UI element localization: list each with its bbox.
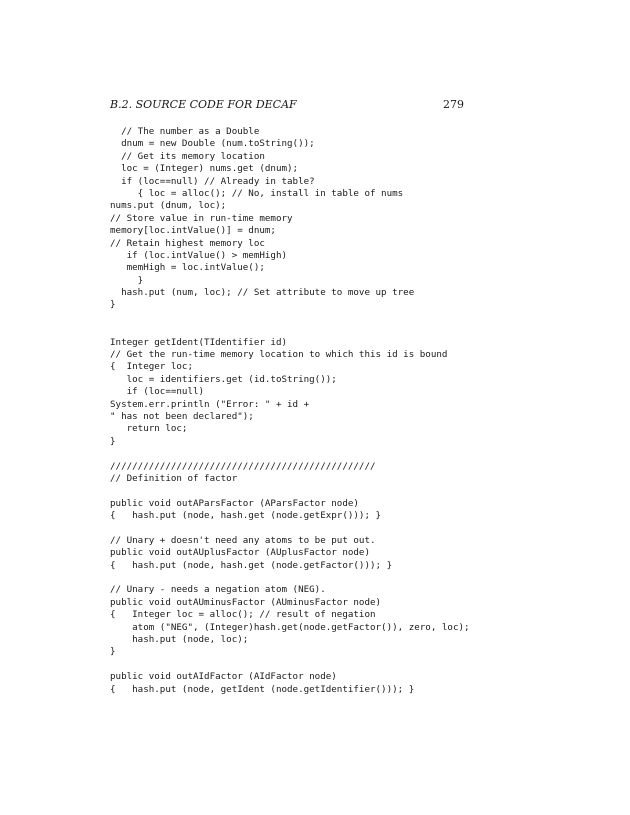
code-line bbox=[110, 448, 530, 460]
code-line: hash.put (num, loc); // Set attribute to move up tree bbox=[110, 287, 415, 299]
code-line: public void outAUminusFactor (AUminusFactor node) bbox=[110, 596, 382, 608]
code-line: memHigh = loc.intValue(); bbox=[110, 262, 265, 274]
code-line: dnum = new Double (num.toString()); bbox=[110, 138, 315, 150]
code-line: loc = identifiers.get (id.toString()); bbox=[110, 373, 337, 385]
code-line: atom ("NEG", (Integer)hash.get(node.getFactor()), zero, loc); bbox=[110, 621, 470, 633]
code-line: } bbox=[110, 274, 144, 286]
code-line: // Store value in run-time memory bbox=[110, 212, 293, 224]
code-line: } bbox=[110, 646, 116, 658]
code-line bbox=[110, 324, 530, 336]
code-line: public void outAIdFactor (AIdFactor node) bbox=[110, 671, 337, 683]
code-line: Integer getIdent(TIdentifier id) bbox=[110, 336, 288, 348]
code-line: memory[loc.intValue()] = dnum; bbox=[110, 225, 276, 237]
code-line bbox=[110, 659, 530, 671]
code-line: return loc; bbox=[110, 423, 188, 435]
code-line: // Definition of factor bbox=[110, 472, 238, 484]
code-line: if (loc==null) // Already in table? bbox=[110, 175, 315, 187]
code-listing bbox=[110, 126, 530, 696]
code-line: nums.put (dnum, loc); bbox=[110, 200, 227, 212]
code-line: // Unary - needs a negation atom (NEG). bbox=[110, 584, 326, 596]
code-line: //////////////////////////////////////////////// bbox=[110, 460, 376, 472]
code-line: // The number as a Double bbox=[110, 126, 260, 137]
code-line: if (loc==null) bbox=[110, 386, 205, 398]
code-line: // Get its memory location bbox=[110, 150, 265, 162]
code-line: } bbox=[110, 435, 116, 447]
code-line bbox=[110, 523, 530, 535]
section-title: B.2. SOURCE CODE FOR DECAF bbox=[110, 98, 297, 111]
code-line: { hash.put (node, getIdent (node.getIdentifier())); } bbox=[110, 683, 415, 695]
code-line: // Get the run-time memory location to which this id is bound bbox=[110, 349, 448, 361]
code-line: public void outAParsFactor (AParsFactor node) bbox=[110, 497, 359, 509]
code-line: public void outAUplusFactor (AUplusFactor node) bbox=[110, 547, 370, 559]
code-line bbox=[110, 485, 530, 497]
code-line: { loc = alloc(); // No, install in table of nums bbox=[110, 187, 404, 199]
code-line: if (loc.intValue() > memHigh) bbox=[110, 249, 288, 261]
code-line: System.err.println ("Error: " + id + bbox=[110, 398, 310, 410]
code-line: // Retain highest memory loc bbox=[110, 237, 265, 249]
code-line: // Unary + doesn't need any atoms to be put out. bbox=[110, 534, 376, 546]
code-line bbox=[110, 572, 530, 584]
running-header bbox=[110, 97, 464, 113]
code-line: " has not been declared"); bbox=[110, 410, 254, 422]
code-line: hash.put (node, loc); bbox=[110, 634, 249, 646]
code-line: { hash.put (node, hash.get (node.getExpr())); } bbox=[110, 510, 382, 522]
code-line: loc = (Integer) nums.get (dnum); bbox=[110, 163, 299, 175]
code-line bbox=[110, 312, 530, 324]
code-line: { hash.put (node, hash.get (node.getFactor())); } bbox=[110, 559, 393, 571]
code-line: { Integer loc; bbox=[110, 361, 193, 373]
code-line: { Integer loc = alloc(); // result of negation bbox=[110, 609, 376, 621]
code-line: } bbox=[110, 299, 116, 311]
page-number: 279 bbox=[443, 98, 464, 111]
